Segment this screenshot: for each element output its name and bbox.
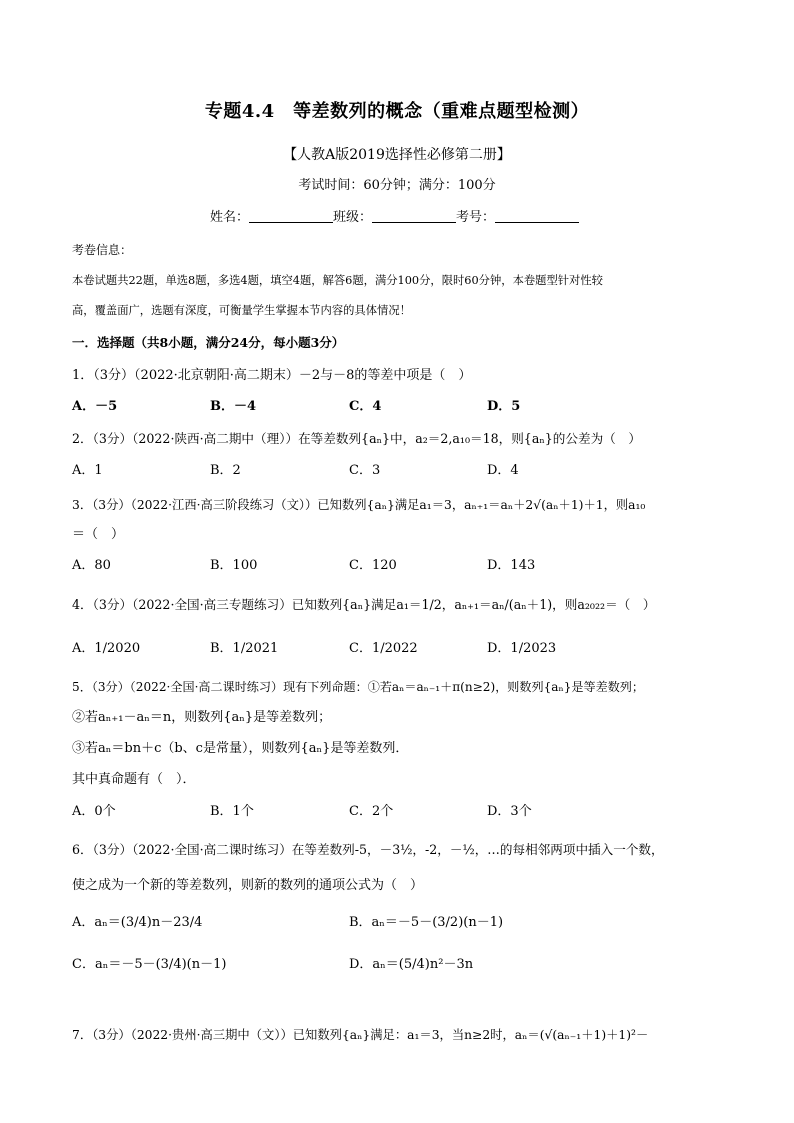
question-5: 5．（3分）（2022·全国·高二课时练习）现有下列命题：①若aₙ＝aₙ₋₁＋π(n≥2)，则数列{aₙ}是等差数列； [72,680,644,694]
q3-option-c: C．120 [349,558,397,573]
question-1: 1．（3分）（2022·北京朝阳·高二期末）－2与－8的等差中项是（ ） [72,368,472,383]
section-heading: 一．选择题（共8小题，满分24分，每小题3分） [72,335,345,350]
q1-option-c: C．4 [349,399,382,414]
class-label: 班级： [333,210,373,225]
number-label: 考号： [456,210,496,225]
student-fields [210,208,579,227]
name-blank [249,208,333,223]
question-3-cont: ＝（ ） [72,527,125,542]
q5-option-b: B．1个 [210,804,254,819]
info-line-1: 本卷试题共22题，单选8题，多选4题，填空4题，解答6题，满分100分，限时60分钟，本卷题型针对性较 [72,274,603,287]
number-blank [495,208,579,223]
question-7: 7．（3分）（2022·贵州·高三期中（文））已知数列{aₙ}满足：a₁＝3，当n≥2时，aₙ＝(√(aₙ₋₁＋1)＋1)²－ [72,1028,649,1042]
q3-option-a: A．80 [72,558,111,573]
q6-option-d: D．aₙ＝(5/4)n²－3n [349,957,474,972]
question-3: 3．（3分）（2022·江西·高三阶段练习（文））已知数列{aₙ}满足a₁＝3，aₙ₊₁＝aₙ＋2√(aₙ＋1)＋1，则a₁₀ [72,498,646,512]
q5-option-c: C．2个 [349,804,394,819]
q3-option-b: B．100 [210,558,258,573]
q5-option-a: A．0个 [72,804,116,819]
q4-option-a: A．1/2020 [72,641,141,656]
page-subtitle: 【人教A版2019选择性必修第二册】 [283,147,511,163]
question-5-line-2: ②若aₙ₊₁－aₙ＝n，则数列{aₙ}是等差数列； [72,710,332,725]
q2-option-b: B．2 [210,463,241,478]
q6-option-b: B．aₙ＝－5－(3/2)(n－1) [349,915,504,930]
q1-option-a: A．－5 [72,399,118,414]
q3-option-d: D．143 [487,558,536,573]
exam-info: 考试时间：60分钟；满分：100分 [298,178,496,193]
q1-option-b: B．－4 [210,399,257,414]
q4-option-b: B．1/2021 [210,641,279,656]
name-label: 姓名： [210,210,250,225]
q2-option-d: D．4 [487,463,519,478]
q4-option-d: D．1/2023 [487,641,557,656]
question-5-line-3: ③若aₙ＝bn＋c（b、c是常量），则数列{aₙ}是等差数列． [72,741,409,756]
info-heading: 考卷信息： [72,243,133,257]
question-6: 6．（3分）（2022·全国·高二课时练习）在等差数列-5，－3½，-2，－½，…的每相邻两项中插入一个数， [72,842,664,857]
question-4: 4．（3分）（2022·全国·高三专题练习）已知数列{aₙ}满足a₁＝1/2，aₙ₊₁＝aₙ/(aₙ＋1)，则a₂₀₂₂＝（ ） [72,597,656,612]
question-2: 2．（3分）（2022·陕西·高二期中（理））在等差数列{aₙ}中，a₂＝2,a₁₀＝18，则{aₙ}的公差为（ ） [72,431,641,446]
q6-option-c: C．aₙ＝－5－(3/4)(n－1) [72,957,227,972]
q2-option-a: A．1 [72,463,103,478]
q2-option-c: C．3 [349,463,381,478]
q4-option-c: C．1/2022 [349,641,418,656]
page-title: 专题4.4 等差数列的概念（重难点题型检测） [204,101,590,122]
question-6-line-2: 使之成为一个新的等差数列，则新的数列的通项公式为（ ） [72,878,424,893]
question-5-line-4: 其中真命题有（ ）． [72,772,196,787]
class-blank [372,208,456,223]
info-line-2: 高，覆盖面广，选题有深度，可衡量学生掌握本节内容的具体情况！ [72,304,411,317]
q5-option-d: D．3个 [487,804,532,819]
q1-option-d: D．5 [487,399,521,414]
q6-option-a: A．aₙ＝(3/4)n－23/4 [72,915,203,930]
